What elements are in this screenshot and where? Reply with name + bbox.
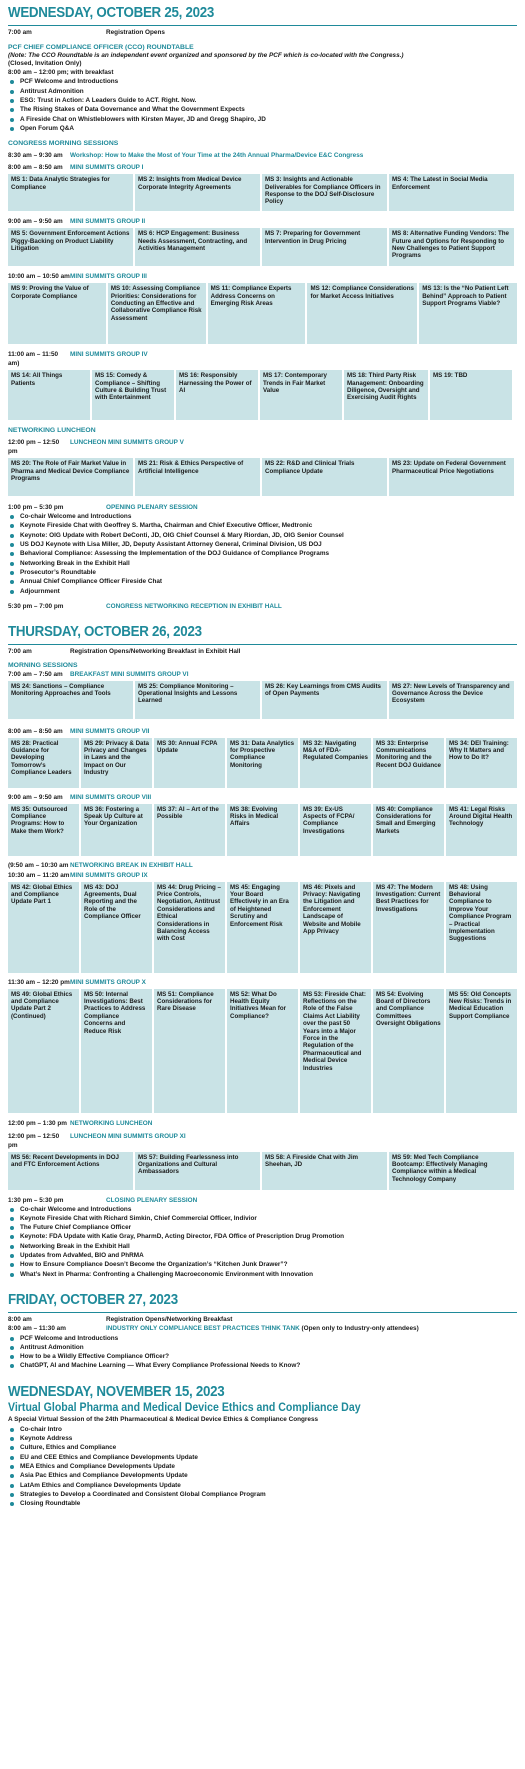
session-boxes (8, 283, 517, 344)
closed-note: (Closed, Invitation Only) (8, 60, 82, 68)
bullet-item: Co-chair Intro (8, 1425, 517, 1434)
time: 7:00 am – 7:50 am (8, 670, 63, 678)
bullet-item: Closing Roundtable (8, 1499, 517, 1508)
session-box[interactable]: MS 35: Outsourced Compliance Programs: How to Make them Work? (8, 804, 79, 856)
bullet-item: Updates from AdvaMed, BIO and PhRMA (8, 1251, 517, 1260)
bullet-item: Strategies to Develop a Coordinated and Consistent Global Compliance Program (8, 1490, 517, 1499)
session-boxes (8, 174, 517, 211)
group-row (8, 438, 517, 456)
session-box[interactable]: MS 43: DOJ Agreements, Dual Reporting and the Role of the Compliance Officer (81, 882, 152, 973)
divider (8, 1312, 517, 1313)
session-box[interactable]: MS 57: Building Fearlessness into Organizations and Cultural Ambassadors (135, 1152, 260, 1190)
bullet-item: Asia Pac Ethics and Compliance Developments Update (8, 1471, 517, 1480)
divider (8, 644, 517, 645)
session-boxes (8, 228, 517, 266)
bullet-item: EU and CEE Ethics and Compliance Developments Update (8, 1453, 517, 1462)
group-row (8, 217, 517, 226)
label: CLOSING PLENARY SESSION (106, 1196, 198, 1204)
bullet-item: PCF Welcome and Introductions (8, 77, 517, 86)
bullet-item: The Future Chief Compliance Officer (8, 1223, 517, 1232)
label: MINI SUMMITS GROUP IV (70, 351, 148, 359)
time: 12:00 pm – 12:50 pm (8, 1132, 60, 1149)
bullet-item: Networking Break in the Exhibit Hall (8, 559, 517, 568)
label: Registration Opens/Networking Breakfast in Exhibit Hall (70, 647, 241, 655)
virtual-intro: A Special Virtual Session of the 24th Pharmaceutical & Medical Device Ethics & Compliance Congress (8, 1415, 319, 1423)
group-row (8, 163, 517, 172)
label: MINI SUMMITS GROUP III (70, 273, 147, 281)
group-row (8, 1132, 517, 1150)
bullet-item: Keynote Fireside Chat with Richard Simkin, Chief Commercial Officer, Indivior (8, 1214, 517, 1223)
group-row (8, 350, 517, 368)
day-title-fri: FRIDAY, OCTOBER 27, 2023 (8, 1291, 178, 1308)
session-boxes (8, 989, 517, 1113)
session-box[interactable]: MS 36: Fostering a Speak Up Culture at Your Organization (81, 804, 152, 856)
label: INDUSTRY ONLY COMPLIANCE BEST PRACTICES THINK TANK (106, 1324, 300, 1332)
session-box[interactable]: MS 49: Global Ethics and Compliance Update Part 2 (Continued) (8, 989, 79, 1113)
session-boxes (8, 882, 517, 973)
time: 8:30 am – 9:30 am (8, 152, 63, 160)
session-box[interactable]: MS 31: Data Analytics for Prospective Compliance Monitoring (227, 738, 298, 788)
session-box[interactable]: MS 34: DEI Training: Why It Matters and How to Do It? (446, 738, 517, 788)
session-box[interactable]: MS 56: Recent Developments in DOJ and FTC Enforcement Actions (8, 1152, 133, 1190)
session-box[interactable]: MS 18: Third Party Risk Management: Onboarding Diligence, Oversight and Exercising Audit Rights (344, 370, 428, 420)
session-box[interactable]: MS 29: Privacy & Data Privacy and Changes in Laws and the Impact on Our Industry (81, 738, 152, 788)
time: 11:30 am – 12:20 pm (8, 978, 70, 986)
bullet-item: Keynote: FDA Update with Katie Gray, PharmD, Acting Director, FDA Office of Prescription Drug Promotion (8, 1232, 517, 1241)
time: 11:00 am – 11:50 am) (8, 351, 59, 368)
session-box[interactable]: MS 10: Assessing Compliance Priorities: Considerations for Conducting an Effective and Collaborative Compliance Risk Assessment (108, 283, 206, 344)
session-box[interactable]: MS 55: Old Concepts New Risks: Trends in Medical Education Support Compliance (446, 989, 517, 1113)
day-title-thu: THURSDAY, OCTOBER 26, 2023 (8, 623, 202, 640)
group-row (8, 503, 517, 512)
note: (Open only to Industry-only attendees) (301, 1324, 419, 1332)
agenda-page (8, 4, 517, 1508)
session-boxes (8, 681, 517, 719)
session-box[interactable]: MS 9: Proving the Value of Corporate Compliance (8, 283, 106, 344)
session-box[interactable]: MS 19: TBD (430, 370, 512, 420)
session-box[interactable]: MS 58: A Fireside Chat with Jim Sheehan, JD (262, 1152, 387, 1190)
cco-roundtable-heading: PCF CHIEF COMPLIANCE OFFICER (CCO) ROUNDTABLE (8, 43, 194, 51)
session-boxes (8, 738, 517, 788)
lunch-heading: NETWORKING LUNCHEON (8, 427, 96, 435)
bullet-item: Co-chair Welcome and Introductions (8, 512, 517, 521)
session-boxes (8, 458, 517, 496)
reception-row (8, 602, 517, 611)
session-box[interactable]: MS 37: AI – Art of the Possible (154, 804, 225, 856)
bullet-item: Behavioral Compliance: Assessing the Implementation of the DOJ Guidance of Compliance Programs (8, 549, 517, 558)
day-title-nov: WEDNESDAY, NOVEMBER 15, 2023 (8, 1383, 225, 1400)
session-boxes (8, 370, 517, 420)
session-box[interactable]: MS 51: Compliance Considerations for Rare Disease (154, 989, 225, 1113)
session-box[interactable]: MS 52: What Do Health Equity Initiatives Mean for Compliance? (227, 989, 298, 1113)
label: OPENING PLENARY SESSION (106, 504, 198, 512)
morning-sessions-heading: CONGRESS MORNING SESSIONS (8, 140, 119, 148)
session-box[interactable]: MS 40: Compliance Considerations for Small and Emerging Markets (373, 804, 444, 856)
session-box[interactable]: MS 5: Government Enforcement Actions Piggy-Backing on Product Liability Litigation (8, 228, 133, 266)
session-boxes (8, 804, 517, 856)
time: 8:00 am – 8:50 am (8, 164, 63, 172)
plenary-items (8, 1205, 517, 1279)
session-box[interactable]: MS 41: Legal Risks Around Digital Health Technology (446, 804, 517, 856)
label: BREAKFAST MINI SUMMITS GROUP VI (70, 670, 189, 678)
session-box[interactable]: MS 44: Drug Pricing – Price Controls, Negotiation, Antitrust Considerations and Ethical Considerations in Balancing Access with Cost (154, 882, 225, 973)
label: LUNCHEON MINI SUMMITS GROUP XI (70, 1132, 186, 1140)
session-box[interactable]: MS 28: Practical Guidance for Developing Tomorrow’s Compliance Leaders (8, 738, 79, 788)
session-box[interactable]: MS 8: Alternative Funding Vendors: The Future and Options for Responding to New Challenges to Patient Support Programs (389, 228, 514, 266)
label: CONGRESS NETWORKING RECEPTION IN EXHIBIT HALL (106, 602, 282, 610)
registration-row (8, 648, 517, 657)
session-box[interactable]: MS 6: HCP Engagement: Business Needs Assessment, Contracting, and Activities Management (135, 228, 260, 266)
label: NETWORKING LUNCHEON (70, 1119, 153, 1127)
label: MINI SUMMITS GROUP II (70, 218, 146, 226)
group-row (8, 272, 517, 281)
session-box[interactable]: MS 13: Is the “No Patient Left Behind” Approach to Patient Support Programs Viable? (419, 283, 517, 344)
bullet-item: Co-chair Welcome and Introductions (8, 1205, 517, 1214)
time: 10:30 am – 11:20 am (8, 871, 70, 879)
session-boxes (8, 1152, 517, 1190)
time: 8:00 am – 8:50 am (8, 727, 63, 735)
session-box[interactable]: MS 39: Ex-US Aspects of FCPA/ Compliance Investigations (300, 804, 371, 856)
workshop-row (8, 151, 517, 160)
label: MINI SUMMITS GROUP I (70, 164, 144, 172)
bullet-item: Annual Chief Compliance Officer Fireside Chat (8, 577, 517, 586)
bullet-item: How to be a Wildly Effective Compliance Officer? (8, 1352, 517, 1361)
lunch-row (8, 1119, 517, 1128)
time: 8:00 am (8, 1315, 32, 1323)
morning-sessions-heading: MORNING SESSIONS (8, 661, 78, 669)
bullet-item: MEA Ethics and Compliance Developments Update (8, 1462, 517, 1471)
session-box[interactable]: MS 38: Evolving Risks in Medical Affairs (227, 804, 298, 856)
session-box[interactable]: MS 16: Responsibly Harnessing the Power of AI (176, 370, 258, 420)
bullet-item: What’s Next in Pharma: Confronting a Challenging Macroeconomic Environment with Innovation (8, 1270, 517, 1279)
time: 8:00 am – 11:30 am (8, 1324, 66, 1332)
session-box[interactable]: MS 23: Update on Federal Government Pharmaceutical Price Negotiations (389, 458, 514, 496)
bullet-item: ESG: Trust in Action: A Leaders Guide to ACT. Right. Now. (8, 96, 517, 105)
plenary-items (8, 512, 517, 596)
session-box[interactable]: MS 42: Global Ethics and Compliance Update Part 1 (8, 882, 79, 973)
bullet-item: LatAm Ethics and Compliance Developments Update (8, 1481, 517, 1490)
bullet-item: PCF Welcome and Introductions (8, 1334, 517, 1343)
group-row (8, 871, 517, 880)
think-tank-items (8, 1334, 517, 1371)
virtual-items (8, 1425, 517, 1509)
session-box[interactable]: MS 7: Preparing for Government Intervention in Drug Pricing (262, 228, 387, 266)
time: 1:30 pm – 5:30 pm (8, 1196, 64, 1204)
virtual-day-subtitle: Virtual Global Pharma and Medical Device Ethics and Compliance Day (8, 1401, 361, 1414)
bullet-item: Keynote Fireside Chat with Geoffrey S. Martha, Chairman and Chief Executive Officer, Medtronic (8, 521, 517, 530)
time: 9:00 am – 9:50 am (8, 793, 63, 801)
session-box[interactable]: MS 27: New Levels of Transparency and Governance Across the Device Ecosystem (389, 681, 514, 719)
session-box[interactable]: MS 15: Comedy & Compliance – Shifting Culture & Building Trust with Entertainment (92, 370, 174, 420)
session-box[interactable]: MS 3: Insights and Actionable Deliverables for Compliance Officers in Response to the DOJ Self-Disclosure Policy (262, 174, 387, 211)
bullet-item: A Fireside Chat on Whistleblowers with Kirsten Mayer, JD and Gregg Shapiro, JD (8, 115, 517, 124)
bullet-item: Keynote Address (8, 1434, 517, 1443)
registration-row (8, 1316, 517, 1325)
time: 1:00 pm – 5:30 pm (8, 504, 64, 512)
bullet-item: Networking Break in the Exhibit Hall (8, 1242, 517, 1251)
label: Registration Opens (106, 29, 165, 36)
time: (9:50 am – 10:30 am (8, 861, 69, 869)
bullet-item: US DOJ Keynote with Lisa Miller, JD, Deputy Assistant Attorney General, Criminal Division, US DOJ (8, 540, 517, 549)
bullet-item: How to Ensure Compliance Doesn’t Become the Organization’s “Kitchen Junk Drawer”? (8, 1260, 517, 1269)
group-row (8, 978, 517, 987)
session-box[interactable]: MS 25: Compliance Monitoring – Operational Insights and Lessons Learned (135, 681, 260, 719)
session-box[interactable]: MS 17: Contemporary Trends in Fair Market Value (260, 370, 342, 420)
session-box[interactable]: MS 24: Sanctions – Compliance Monitoring Approaches and Tools (8, 681, 133, 719)
session-box[interactable]: MS 30: Annual FCPA Update (154, 738, 225, 788)
bullet-item: Antitrust Admonition (8, 1343, 517, 1352)
session-box[interactable]: MS 45: Engaging Your Board Effectively in an Era of Heightened Scrutiny and Enforcement Risk (227, 882, 298, 973)
bullet-item: Antitrust Admonition (8, 87, 517, 96)
label: MINI SUMMITS GROUP VIII (70, 793, 152, 801)
session-box[interactable]: MS 32: Navigating M&A of FDA-Regulated Companies (300, 738, 371, 788)
time: 7:00 am (8, 29, 32, 36)
session-box[interactable]: MS 46: Pixels and Privacy: Navigating the Litigation and Enforcement Landscape of Website and Mobile App Privacy (300, 882, 371, 973)
session-box[interactable]: MS 11: Compliance Experts Address Concerns on Emerging Risk Areas (208, 283, 306, 344)
label: MINI SUMMITS GROUP VII (70, 727, 150, 735)
cco-items (8, 77, 517, 133)
bullet-item: The Rising Stakes of Data Governance and What the Government Expects (8, 105, 517, 114)
bullet-item: Open Forum Q&A (8, 124, 517, 133)
cco-note: (Note: The CCO Roundtable is an independent event organized and sponsored by the PCF which is co-located with the Congress.) (8, 51, 404, 59)
label: MINI SUMMITS GROUP X (70, 978, 146, 986)
session-box[interactable]: MS 1: Data Analytic Strategies for Compliance (8, 174, 133, 211)
day-title-wed: WEDNESDAY, OCTOBER 25, 2023 (8, 5, 215, 21)
registration-row (8, 29, 517, 38)
session-box[interactable]: MS 22: R&D and Clinical Trials Compliance Update (262, 458, 387, 496)
time: 9:00 am – 9:50 am (8, 218, 63, 226)
session-box[interactable]: MS 53: Fireside Chat: Reflections on the Role of the False Claims Act Liability over the past 50 Years into a Major Force in the Regulation of the Pharmaceutical and Medical Device Industries (300, 989, 371, 1113)
session-box[interactable]: MS 20: The Role of Fair Market Value in Pharma and Medical Device Compliance Programs (8, 458, 133, 496)
session-box[interactable]: MS 14: All Things Patients (8, 370, 90, 420)
session-box[interactable]: MS 54: Evolving Board of Directors and Compliance Committees Oversight Obligations (373, 989, 444, 1113)
bullet-item: Prosecutor’s Roundtable (8, 568, 517, 577)
group-row (8, 1196, 517, 1205)
divider (8, 25, 517, 26)
bullet-item: Adjournment (8, 587, 517, 596)
session-box[interactable]: MS 4: The Latest in Social Media Enforcement (389, 174, 514, 211)
bullet-item: Culture, Ethics and Compliance (8, 1443, 517, 1452)
group-row (8, 727, 517, 736)
session-box[interactable]: MS 2: Insights from Medical Device Corporate Integrity Agreements (135, 174, 260, 211)
session-box[interactable]: MS 12: Compliance Considerations for Market Access Initiatives (307, 283, 417, 344)
label: Workshop: How to Make the Most of Your Time at the 24th Annual Pharma/Device E&C Congress (70, 152, 364, 160)
label: NETWORKING BREAK IN EXHIBIT HALL (70, 861, 193, 869)
group-row (8, 670, 517, 679)
think-tank-row (8, 1325, 517, 1334)
time: 5:30 pm – 7:00 pm (8, 602, 64, 610)
session-box[interactable]: MS 47: The Modern Investigation: Current Best Practices for Investigations (373, 882, 444, 973)
bullet-item: ChatGPT, AI and Machine Learning — What Every Compliance Professional Needs to Know? (8, 1361, 517, 1370)
session-box[interactable]: MS 33: Enterprise Communications Monitoring and the Recent DOJ Guidance (373, 738, 444, 788)
session-box[interactable]: MS 48: Using Behavioral Compliance to Improve Your Compliance Program – Practical Implementation Suggestions (446, 882, 517, 973)
break-row (8, 861, 517, 870)
time: 12:00 pm – 1:30 pm (8, 1119, 67, 1127)
session-box[interactable]: MS 50: Internal Investigations: Best Practices to Address Compliance Concerns and Reduce Risk (81, 989, 152, 1113)
session-box[interactable]: MS 21: Risk & Ethics Perspective of Artificial Intelligence (135, 458, 260, 496)
label: MINI SUMMITS GROUP IX (70, 871, 148, 879)
time: 12:00 pm – 12:50 pm (8, 439, 60, 456)
session-box[interactable]: MS 59: Med Tech Compliance Bootcamp: Effectively Managing Compliance within a Medical Technology Company (389, 1152, 514, 1190)
label: LUNCHEON MINI SUMMITS GROUP V (70, 439, 184, 447)
time: 7:00 am (8, 647, 32, 655)
session-box[interactable]: MS 26: Key Learnings from CMS Audits of Open Payments (262, 681, 387, 719)
bullet-item: Keynote: OIG Update with Robert DeConti, JD, OIG Chief Counsel & Mary Riordan, JD, OIG Senior Counsel (8, 531, 517, 540)
label: Registration Opens/Networking Breakfast (106, 1315, 233, 1323)
cco-time: 8:00 am – 12:00 pm; with breakfast (8, 69, 114, 77)
time: 10:00 am – 10:50 am (8, 273, 70, 281)
group-row (8, 793, 517, 802)
